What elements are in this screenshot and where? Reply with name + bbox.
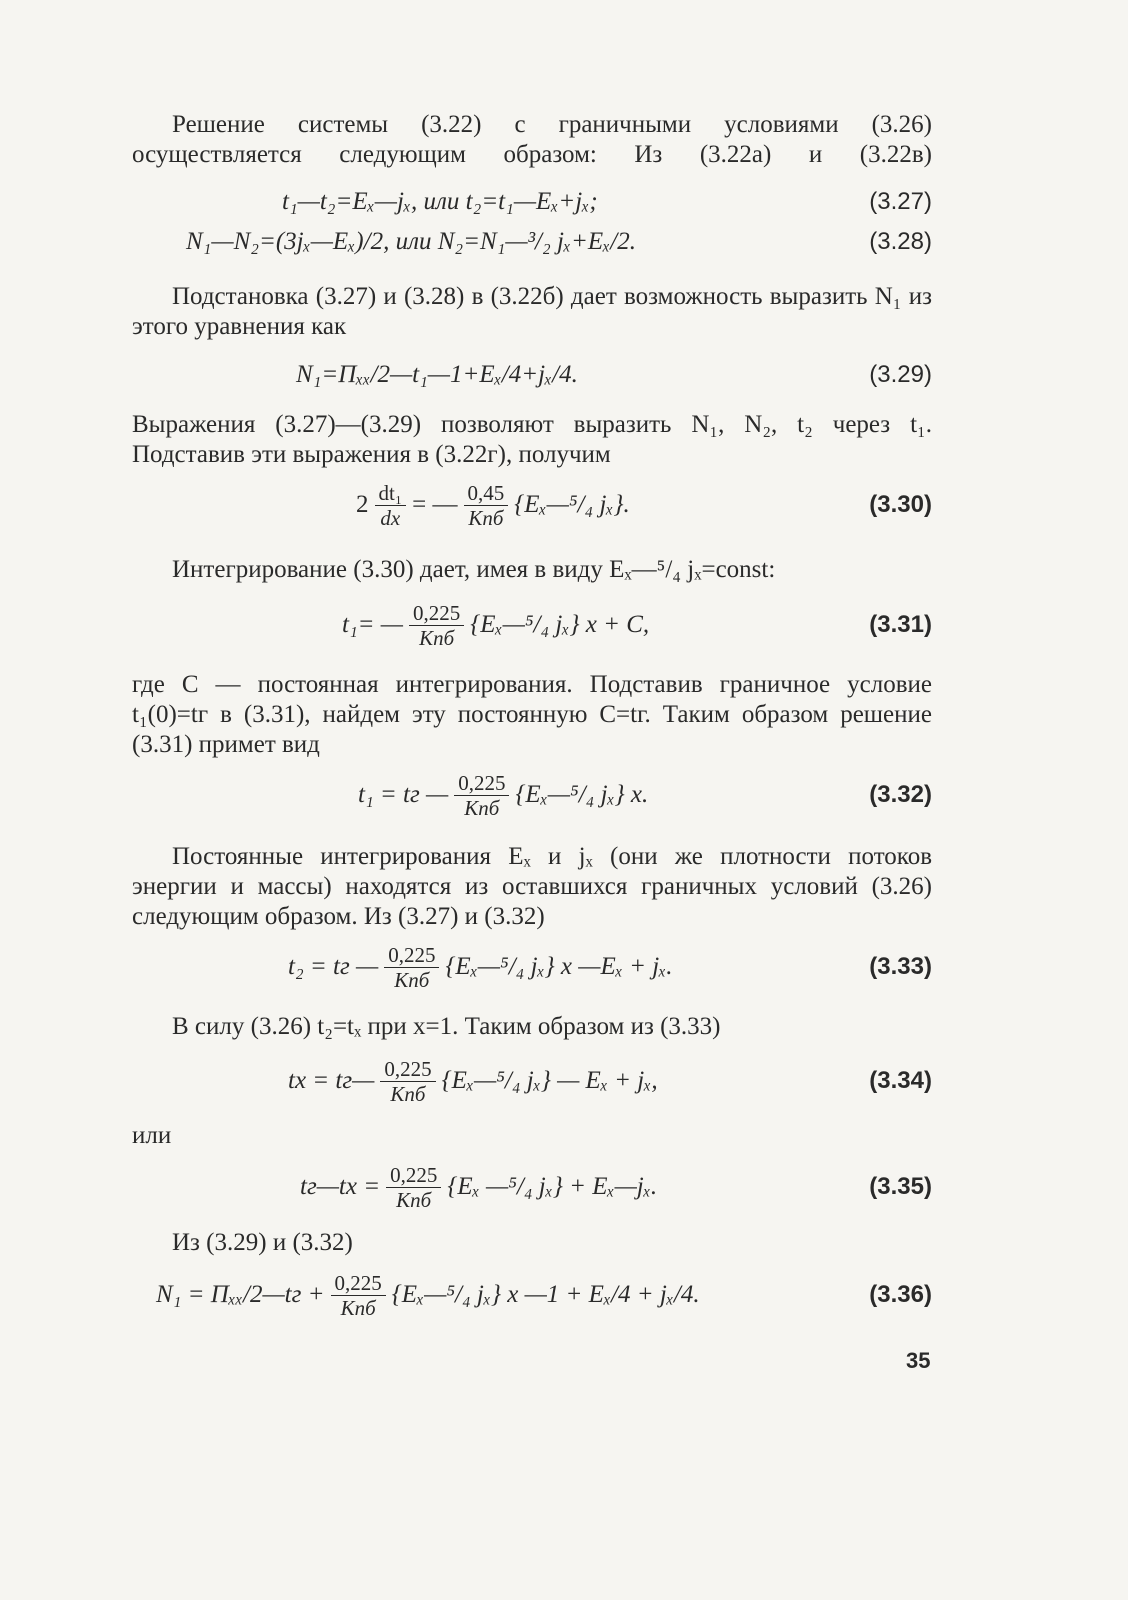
fraction-coefficient: [454, 771, 509, 820]
fraction-numerator: 0,225: [454, 771, 509, 796]
equation-body: [288, 1048, 658, 1114]
equation-mid: = —: [412, 491, 458, 518]
equation-number: (3.33): [869, 953, 932, 980]
equation-number: (3.27): [869, 188, 932, 215]
page-number: 35: [906, 1348, 931, 1373]
equation-right: {Eₓ—⁵/₄ jₓ} x + C,: [470, 611, 650, 638]
equation-body: t₁—t₂=Eₓ—jₓ, или t₂=t₁—Eₓ+jₓ;: [282, 188, 598, 215]
equation-3-34: [132, 1048, 932, 1114]
fraction-denominator: Knб: [394, 967, 430, 992]
equation-number: (3.31): [869, 611, 932, 638]
paragraph-5: где C — постоянная интегрирования. Подставив граничное условие t₁(0)=tг в (3.31), найдем эту постоянную C=tг. Таким образом решение (3.31) примет вид: [132, 671, 932, 758]
equation-left: t₂ = tг —: [288, 953, 379, 980]
fraction-denominator: Knб: [390, 1081, 426, 1106]
equation-right: {Eₓ—⁵/₄ jₓ}.: [514, 491, 630, 518]
paragraph-2: Подстановка (3.27) и (3.28) в (3.22б) дает возможность выразить N₁ из этого уравнения как: [132, 283, 932, 340]
fraction-denominator: Knб: [419, 625, 455, 650]
equation-body: N₁—N₂=(3jₓ—Eₓ)/2, или N₂=N₁—³/₂ jₓ+Eₓ/2.: [186, 228, 636, 255]
fraction-coefficient: [464, 481, 509, 530]
equation-body: [342, 592, 649, 658]
equation-3-32: [132, 762, 932, 828]
equation-number: (3.28): [869, 228, 932, 255]
equation-number: (3.30): [869, 491, 932, 518]
equation-3-29: [132, 345, 932, 405]
fraction-numerator: 0,225: [386, 1163, 441, 1188]
fraction-denominator: dx: [380, 505, 401, 530]
equation-body: [156, 1262, 700, 1328]
equation-left: tх = tг—: [288, 1067, 375, 1094]
equation-left: tг—tх =: [300, 1173, 381, 1200]
fraction-denominator: Knб: [396, 1187, 432, 1212]
fraction-coefficient: [386, 1163, 441, 1212]
paragraph-7: В силу (3.26) t₂=tₓ при x=1. Таким образом из (3.33): [172, 1013, 721, 1040]
equation-left: N₁ = Πₓₓ/2—tг +: [156, 1281, 325, 1308]
equation-body: [356, 472, 630, 538]
equation-number: (3.35): [869, 1173, 932, 1200]
fraction-numerator: dt₁: [375, 481, 407, 506]
equation-left: t₁ = tг —: [358, 781, 449, 808]
equation-right: {Eₓ—⁵/₄ jₓ} x.: [515, 781, 649, 808]
equation-body: [358, 762, 648, 828]
equation-right: {Eₓ—⁵/₄ jₓ} x —1 + Eₓ/4 + jₓ/4.: [391, 1281, 700, 1308]
equation-right: {Eₓ—⁵/₄ jₓ} x —Eₓ + jₓ.: [445, 953, 673, 980]
equation-3-28: [132, 212, 932, 272]
fraction-denominator: Knб: [340, 1295, 376, 1320]
equation-body: [288, 934, 673, 1000]
equation-number: (3.32): [869, 781, 932, 808]
equation-number: (3.29): [869, 361, 932, 388]
equation-number: (3.36): [869, 1281, 932, 1308]
fraction-numerator: 0,225: [409, 601, 464, 626]
equation-left: 2: [356, 491, 369, 518]
equation-right: {Eₓ—⁵/₄ jₓ} — Eₓ + jₓ,: [441, 1067, 658, 1094]
fraction-numerator: 0,225: [384, 943, 439, 968]
equation-3-31: [132, 592, 932, 658]
paragraph-3: Выражения (3.27)—(3.29) позволяют выразить N₁, N₂, t₂ через t₁. Подставив эти выражения в (3.22г), получим: [132, 411, 932, 468]
paragraph-4: Интегрирование (3.30) дает, имея в виду Eₓ—⁵/₄ jₓ=const:: [172, 556, 776, 583]
paragraph-8: или: [132, 1122, 172, 1149]
fraction-numerator: 0,225: [380, 1057, 435, 1082]
paragraph-6: Постоянные интегрирования Eₓ и jₓ (они же плотности потоков энергии и массы) находятся из оставшихся граничных условий (3.26) следующим образом. Из (3.27) и (3.32): [132, 843, 932, 930]
equation-body: [300, 1154, 657, 1220]
fraction-coefficient: [380, 1057, 435, 1106]
equation-3-36: [132, 1262, 932, 1328]
paragraph-9: Из (3.29) и (3.32): [172, 1229, 353, 1256]
fraction-coefficient: [409, 601, 464, 650]
fraction-coefficient: [384, 943, 439, 992]
fraction-numerator: 0,225: [331, 1271, 386, 1296]
equation-left: t₁= —: [342, 611, 403, 638]
fraction-derivative: [375, 481, 407, 530]
fraction-numerator: 0,45: [464, 481, 509, 506]
equation-right: {Eₓ —⁵/₄ jₓ} + Eₓ—jₓ.: [447, 1173, 658, 1200]
equation-3-33: [132, 934, 932, 1000]
fraction-denominator: Knб: [468, 505, 504, 530]
equation-body: N₁=Πₓₓ/2—t₁—1+Eₓ/4+jₓ/4.: [296, 361, 578, 388]
equation-3-30: [132, 472, 932, 538]
fraction-coefficient: [331, 1271, 386, 1320]
equation-3-35: [132, 1154, 932, 1220]
fraction-denominator: Knб: [464, 795, 500, 820]
equation-number: (3.34): [869, 1067, 932, 1094]
paragraph-1: Решение системы (3.22) с граничными условиями (3.26) осуществляется следующим образом: Из (3.22а) и (3.22в): [132, 111, 932, 168]
